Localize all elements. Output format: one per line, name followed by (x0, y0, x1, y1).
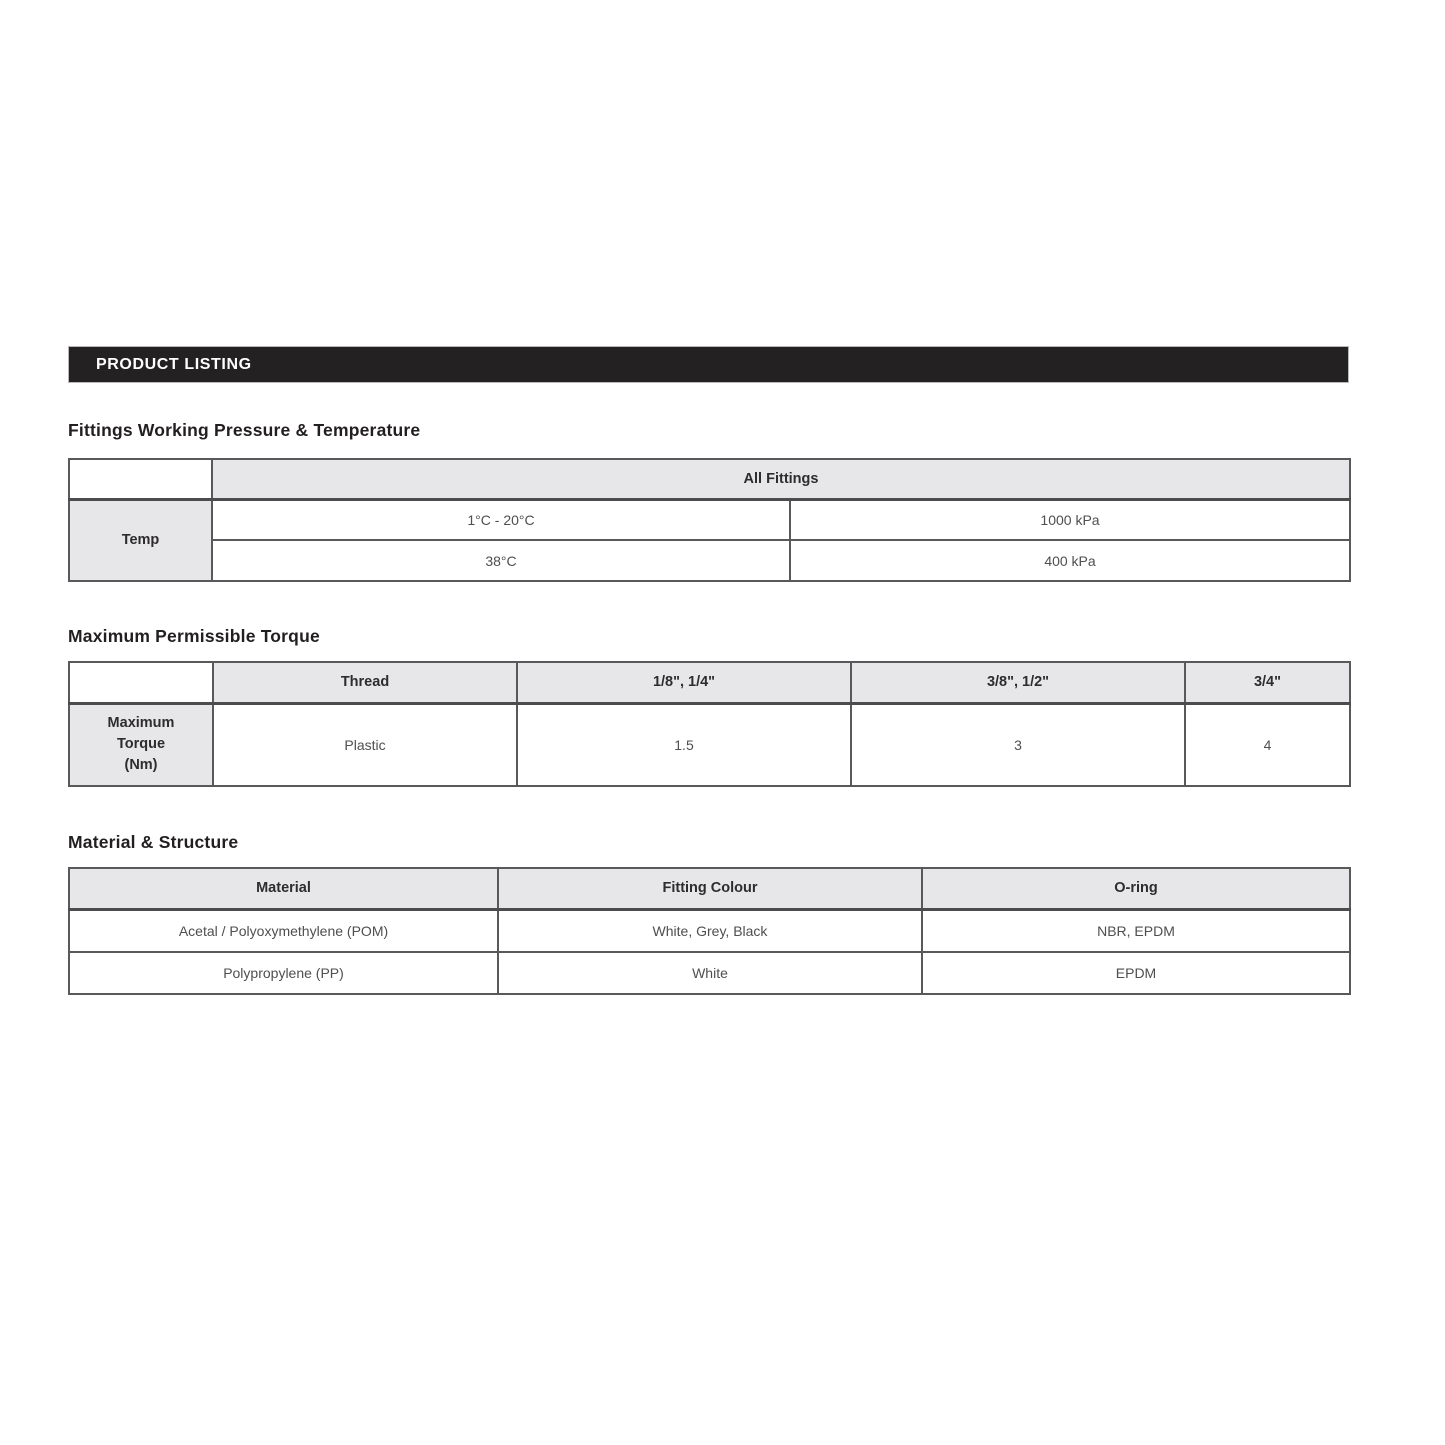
o-ring-cell: NBR, EPDM (922, 909, 1350, 952)
torque-value-cell: 1.5 (517, 703, 851, 786)
pressure-temp-table (68, 458, 1351, 582)
pressure-temp-table-title: Fittings Working Pressure & Temperature (68, 420, 421, 440)
material-header-cell: Material (69, 868, 498, 909)
max-torque-row-label-cell (69, 703, 213, 786)
o-ring-cell: EPDM (922, 952, 1350, 994)
temp-range-cell: 1°C - 20°C (212, 499, 790, 540)
temp-row-label-cell: Temp (69, 499, 212, 581)
material-table (68, 867, 1351, 995)
table-row (69, 499, 1350, 540)
table-row (69, 703, 1350, 786)
row-label-line: Maximum (107, 715, 175, 732)
torque-value-cell: Plastic (213, 703, 517, 786)
material-table-title: Material & Structure (68, 832, 239, 852)
table-row (69, 868, 1350, 909)
torque-table (68, 661, 1351, 787)
size-header-cell: 3/8", 1/2" (851, 662, 1185, 703)
table-row (69, 909, 1350, 952)
o-ring-header-cell: O-ring (922, 868, 1350, 909)
section-bar-product-listing (68, 346, 1349, 383)
fitting-colour-cell: White (498, 952, 922, 994)
row-label-line: (Nm) (124, 757, 158, 774)
fitting-colour-cell: White, Grey, Black (498, 909, 922, 952)
pressure-cell: 1000 kPa (790, 499, 1350, 540)
blank-corner-cell (69, 459, 212, 499)
table-row (69, 459, 1350, 499)
temp-range-cell: 38°C (212, 540, 790, 581)
thread-header-cell: Thread (213, 662, 517, 703)
table-row (69, 540, 1350, 581)
size-header-cell: 1/8", 1/4" (517, 662, 851, 703)
torque-value-cell: 4 (1185, 703, 1350, 786)
torque-table-title: Maximum Permissible Torque (68, 626, 320, 646)
blank-corner-cell (69, 662, 213, 703)
row-label-line: Torque (116, 736, 166, 753)
torque-value-cell: 3 (851, 703, 1185, 786)
table-row (69, 662, 1350, 703)
material-cell: Acetal / Polyoxymethylene (POM) (69, 909, 498, 952)
size-header-cell: 3/4" (1185, 662, 1350, 703)
fitting-colour-header-cell: Fitting Colour (498, 868, 922, 909)
all-fittings-header-cell: All Fittings (212, 459, 1350, 499)
material-cell: Polypropylene (PP) (69, 952, 498, 994)
pressure-cell: 400 kPa (790, 540, 1350, 581)
table-row (69, 952, 1350, 994)
section-bar-label: PRODUCT LISTING (96, 355, 252, 373)
